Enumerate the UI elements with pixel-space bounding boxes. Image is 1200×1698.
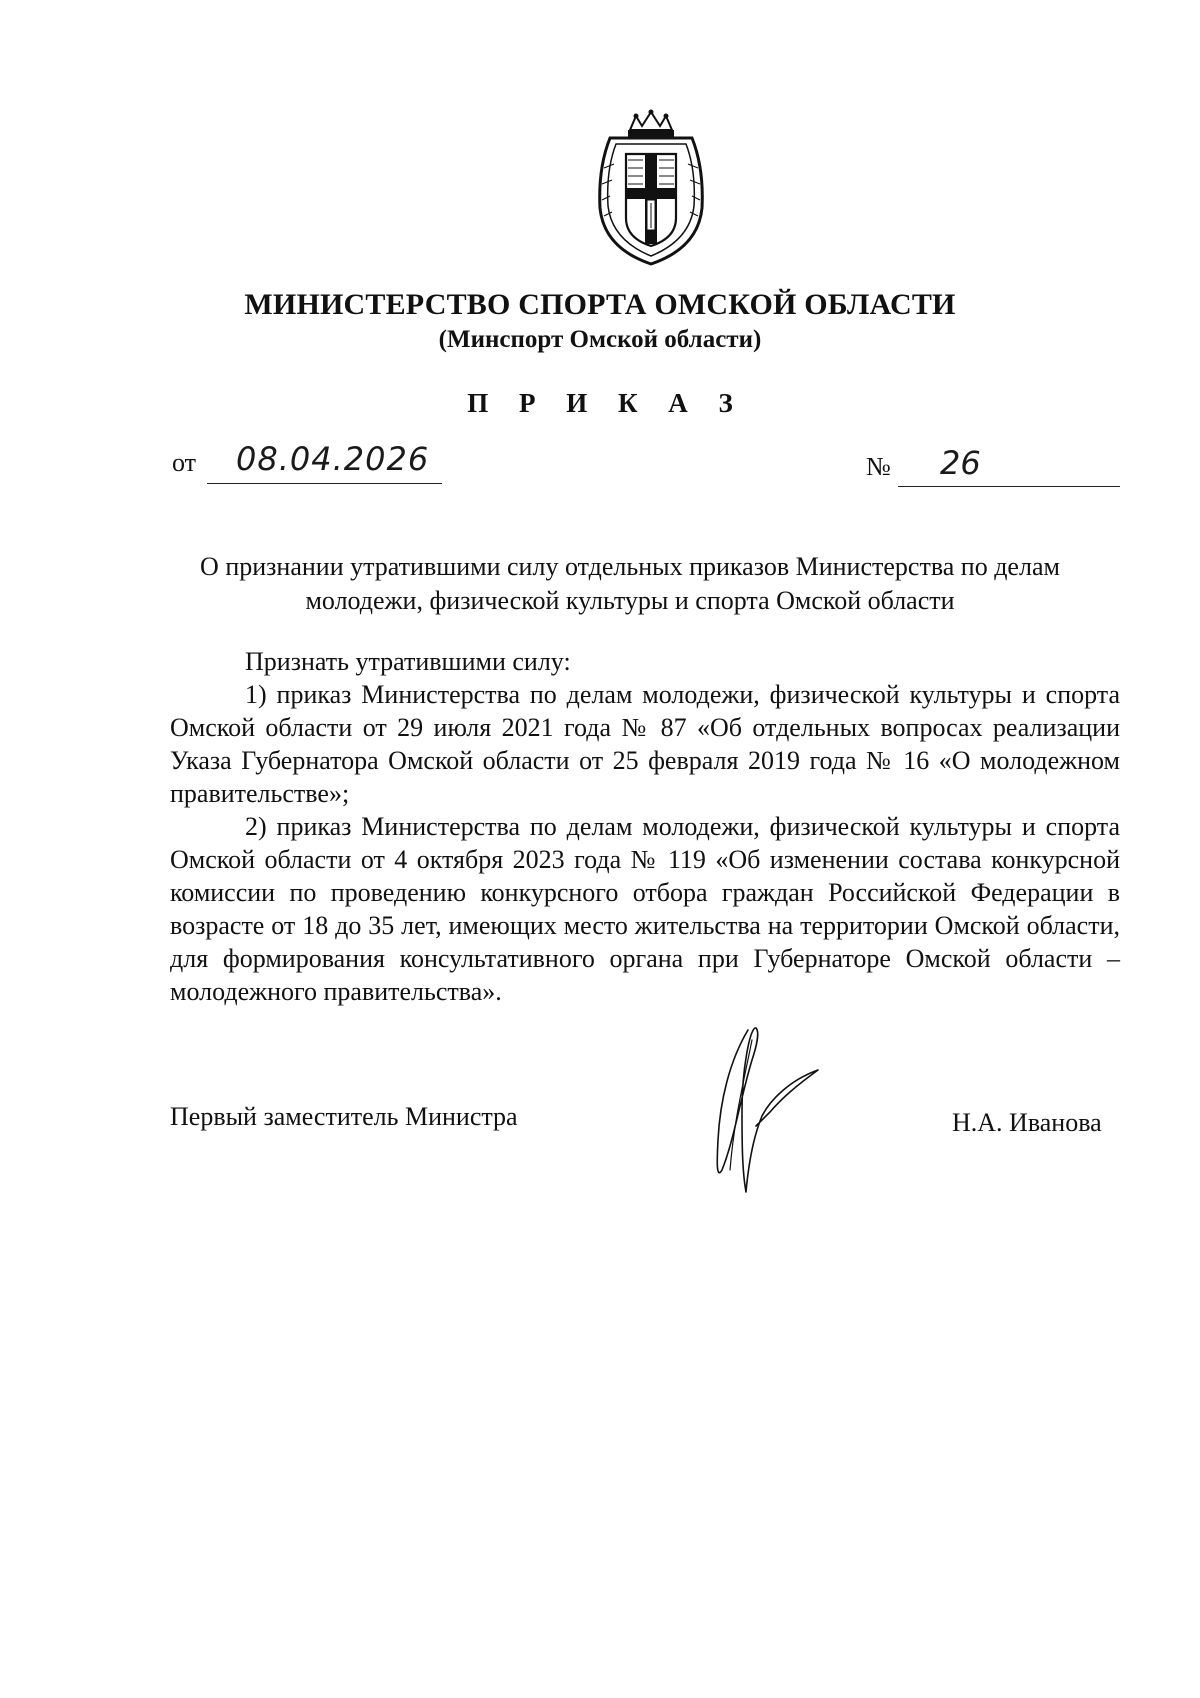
body-item: 1) приказ Министерства по делам молодежи, физической культуры и спорта Омской области от 29 июля 2021 года № 87 «Об отдельных вопросах реализации Указа Губернатора Омской области от 25 февраля 2019 года № 16 «О молодежном правительстве»; [170,680,1120,808]
document-date: 08.04.2026 [236,440,430,478]
document-type: П Р И К А З [467,388,745,418]
body-item: 2) приказ Министерства по делам молодежи, физической культуры и спорта Омской области от 4 октября 2023 года № 119 «Об изменении состава конкурсной комиссии по проведению конкурсного отбора граждан Российской Федерации в возрасте от 18 до 35 лет, имеющих место жительства на территории Омской области, для формирования консультативного органа при Губернаторе Омской области – молодежного правительства». [170,812,1120,1006]
number-label: № [866,452,891,481]
document-body [170,645,1120,1008]
date-prefix: от [172,448,197,477]
body-intro: Признать утратившими силу: [245,647,571,676]
ministry-title: МИНИСТЕРСТВО СПОРТА ОМСКОЙ ОБЛАСТИ [244,288,956,321]
coat-of-arms-icon [590,108,712,268]
document-subject: О признании утратившими силу отдельных приказов Министерства по делам молодежи, физической культуры и спорта Омской области [200,552,1060,615]
number-underline [898,486,1120,487]
document-number: 26 [940,444,981,482]
ministry-short-name: (Минспорт Омской области) [438,326,762,353]
signatory-name: Н.А. Иванова [952,1108,1102,1137]
handwritten-signature-icon [690,1020,820,1195]
signatory-position: Первый заместитель Министра [170,1102,518,1131]
date-underline [207,483,442,484]
